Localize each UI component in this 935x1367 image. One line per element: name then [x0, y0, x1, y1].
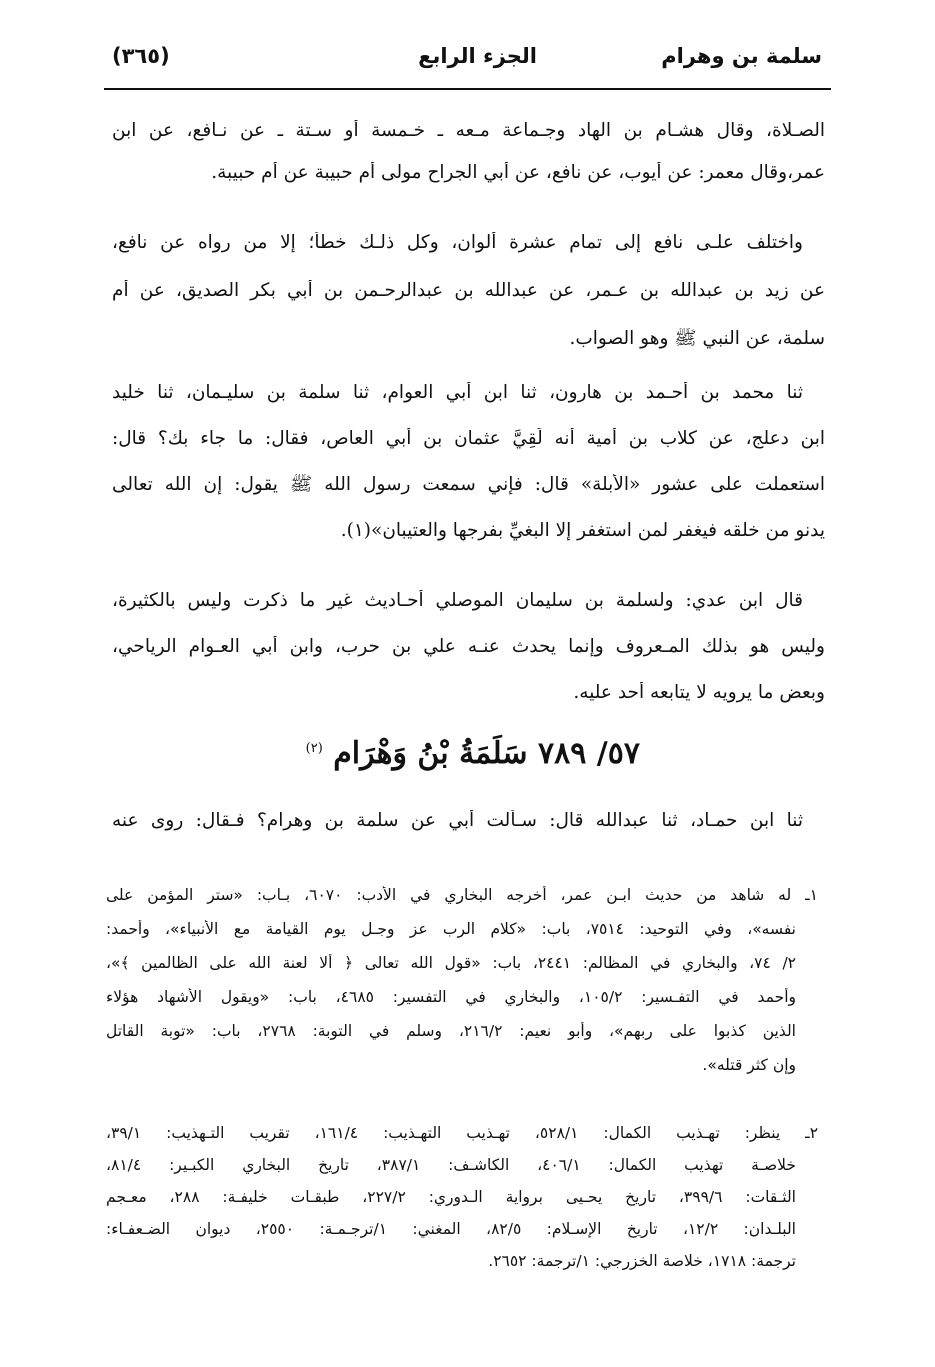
- footnote-line: البلـدان: ١٢/٢، تاريخ الإسـلام: ٨٢/٥، المغني: ١/ترجـمـة: ٢٥٥٠، ديوان الضـعفـاء:: [106, 1220, 796, 1238]
- text-line: يدنو من خلقه فيغفر لمن استغفر إلا البغيِّ بفرجها والعتيبان»(١).: [340, 520, 825, 541]
- footnote-line: ترجمة: ١٧١٨، خلاصة الخزرجي: ١/ترجمة: ٢٦٥٢.: [488, 1252, 796, 1270]
- text-line: الصـلاة، وقال هشـام بن الهاد وجـماعة مـعه ـ خـمسة أو سـتة ـ عن نـافع، عن ابن: [112, 120, 825, 141]
- part-title: الجزء الرابع: [418, 44, 537, 68]
- footnote-line: ١ـ له شاهد من حديث ابـن عمر، أخرجه البخاري في الأدب: ٦٠٧٠، بـاب: «ستر المؤمن على: [106, 886, 818, 904]
- footnote-line: الثـقات: ٣٩٩/٦، تاريخ يحـيى برواية الـدوري: ٢٢٧/٢، طبقـات خليفـة: ٢٨٨، معـجم: [106, 1188, 796, 1206]
- footnote-line: الذين كذبوا على ربهم»، وأبو نعيم: ٢١٦/٢، وسلم في التوبة: ٢٧٦٨، باب: «توبة القاتل: [106, 1022, 796, 1040]
- text-line: وليس هو بذلك المـعروف وإنما يحدث عنـه علي بن حرب، وابن أبي العـوام الرياحي،: [112, 636, 825, 657]
- entry-name: سَلَمَةُ بْنُ وَهْرَام: [333, 736, 528, 771]
- text-line: سلمة، عن النبي ﷺ وهو الصواب.: [569, 328, 825, 349]
- text-line: واختلف علـى نافع إلى تمام عشرة ألوان، وكل ذلـك خطأ؛ إلا من رواه عن نافع،: [112, 232, 803, 253]
- footnote-line: نفسه»، وفي التوحيد: ٧٥١٤، باب: «كلام الرب عز وجـل يوم القيامة مع الأنبياء»، وأحمد:: [106, 920, 796, 938]
- text-line: ابن دعلج، عن كلاب بن أمية أنه لَقِيَّ عثمان بن أبي العاص، فقال: ما جاء بك؟ قال:: [112, 428, 825, 449]
- footnote-line: خلاصـة تهذيب الكمال: ٤٠٦/١، الكاشـف: ٣٨٧/١، تاريخ البخاري الكبـير: ٨١/٤،: [106, 1156, 796, 1174]
- text-line: استعملت على عشور «الأبلة» قال: فإني سمعت رسول الله ﷺ يقول: إن الله تعالى: [112, 474, 825, 495]
- text-line: عن زيد بن عبدالله بن عـمر، عن عبدالله بن عبدالرحـمن بن أبي بكر الصديق، عن أم: [112, 280, 825, 301]
- footnote-line: ٢/ ٧٤، والبخاري في المظالم: ٢٤٤١، باب: «قول الله تعالى ﴿ ألا لعنة الله على الظالمين ﴾»،: [106, 954, 796, 972]
- page-header: [112, 44, 822, 84]
- entry-heading: [305, 736, 640, 771]
- text-line: قال ابن عدي: ولسلمة بن سليمان الموصلي أحـاديث غير ما ذكرت وليس بالكثيرة،: [112, 590, 803, 611]
- running-title: سلمة بن وهرام: [661, 44, 822, 68]
- footnote-line: ٢ـ ينظر: تهـذيب الكمال: ٥٢٨/١، تهـذيب التهـذيب: ١٦١/٤، تقريب التـهذيب: ٣٩/١،: [106, 1124, 818, 1142]
- text-line: ثنا ابن حمـاد، ثنا عبدالله قال: سـألت أبي عن سلمة بن وهرام؟ فـقال: روى عنه: [112, 810, 803, 831]
- entry-number: ٥٧/ ٧٨٩: [538, 736, 640, 771]
- page-number: (٣٦٥): [112, 44, 170, 68]
- text-line: وبعض ما يرويه لا يتابعه أحد عليه.: [573, 682, 825, 703]
- header-rule: [104, 88, 831, 90]
- footnote-line: وإن كثر قتله».: [702, 1056, 796, 1074]
- footnote-line: وأحمد في التفـسير: ١٠٥/٢، والبخاري في التفسير: ٤٦٨٥، باب: «ويقول الأشهاد هؤلاء: [106, 988, 796, 1006]
- text-line: عمر،وقال معمر: عن أيوب، عن نافع، عن أبي الجراح مولى أم حبيبة عن أم حبيبة.: [211, 162, 825, 183]
- heading-footnote-ref: (٢): [305, 741, 323, 756]
- text-line: ثنا محمد بن أحـمد بن هارون، ثنا ابن أبي العوام، ثنا سلمة بن سليـمان، ثنا خليد: [112, 382, 803, 403]
